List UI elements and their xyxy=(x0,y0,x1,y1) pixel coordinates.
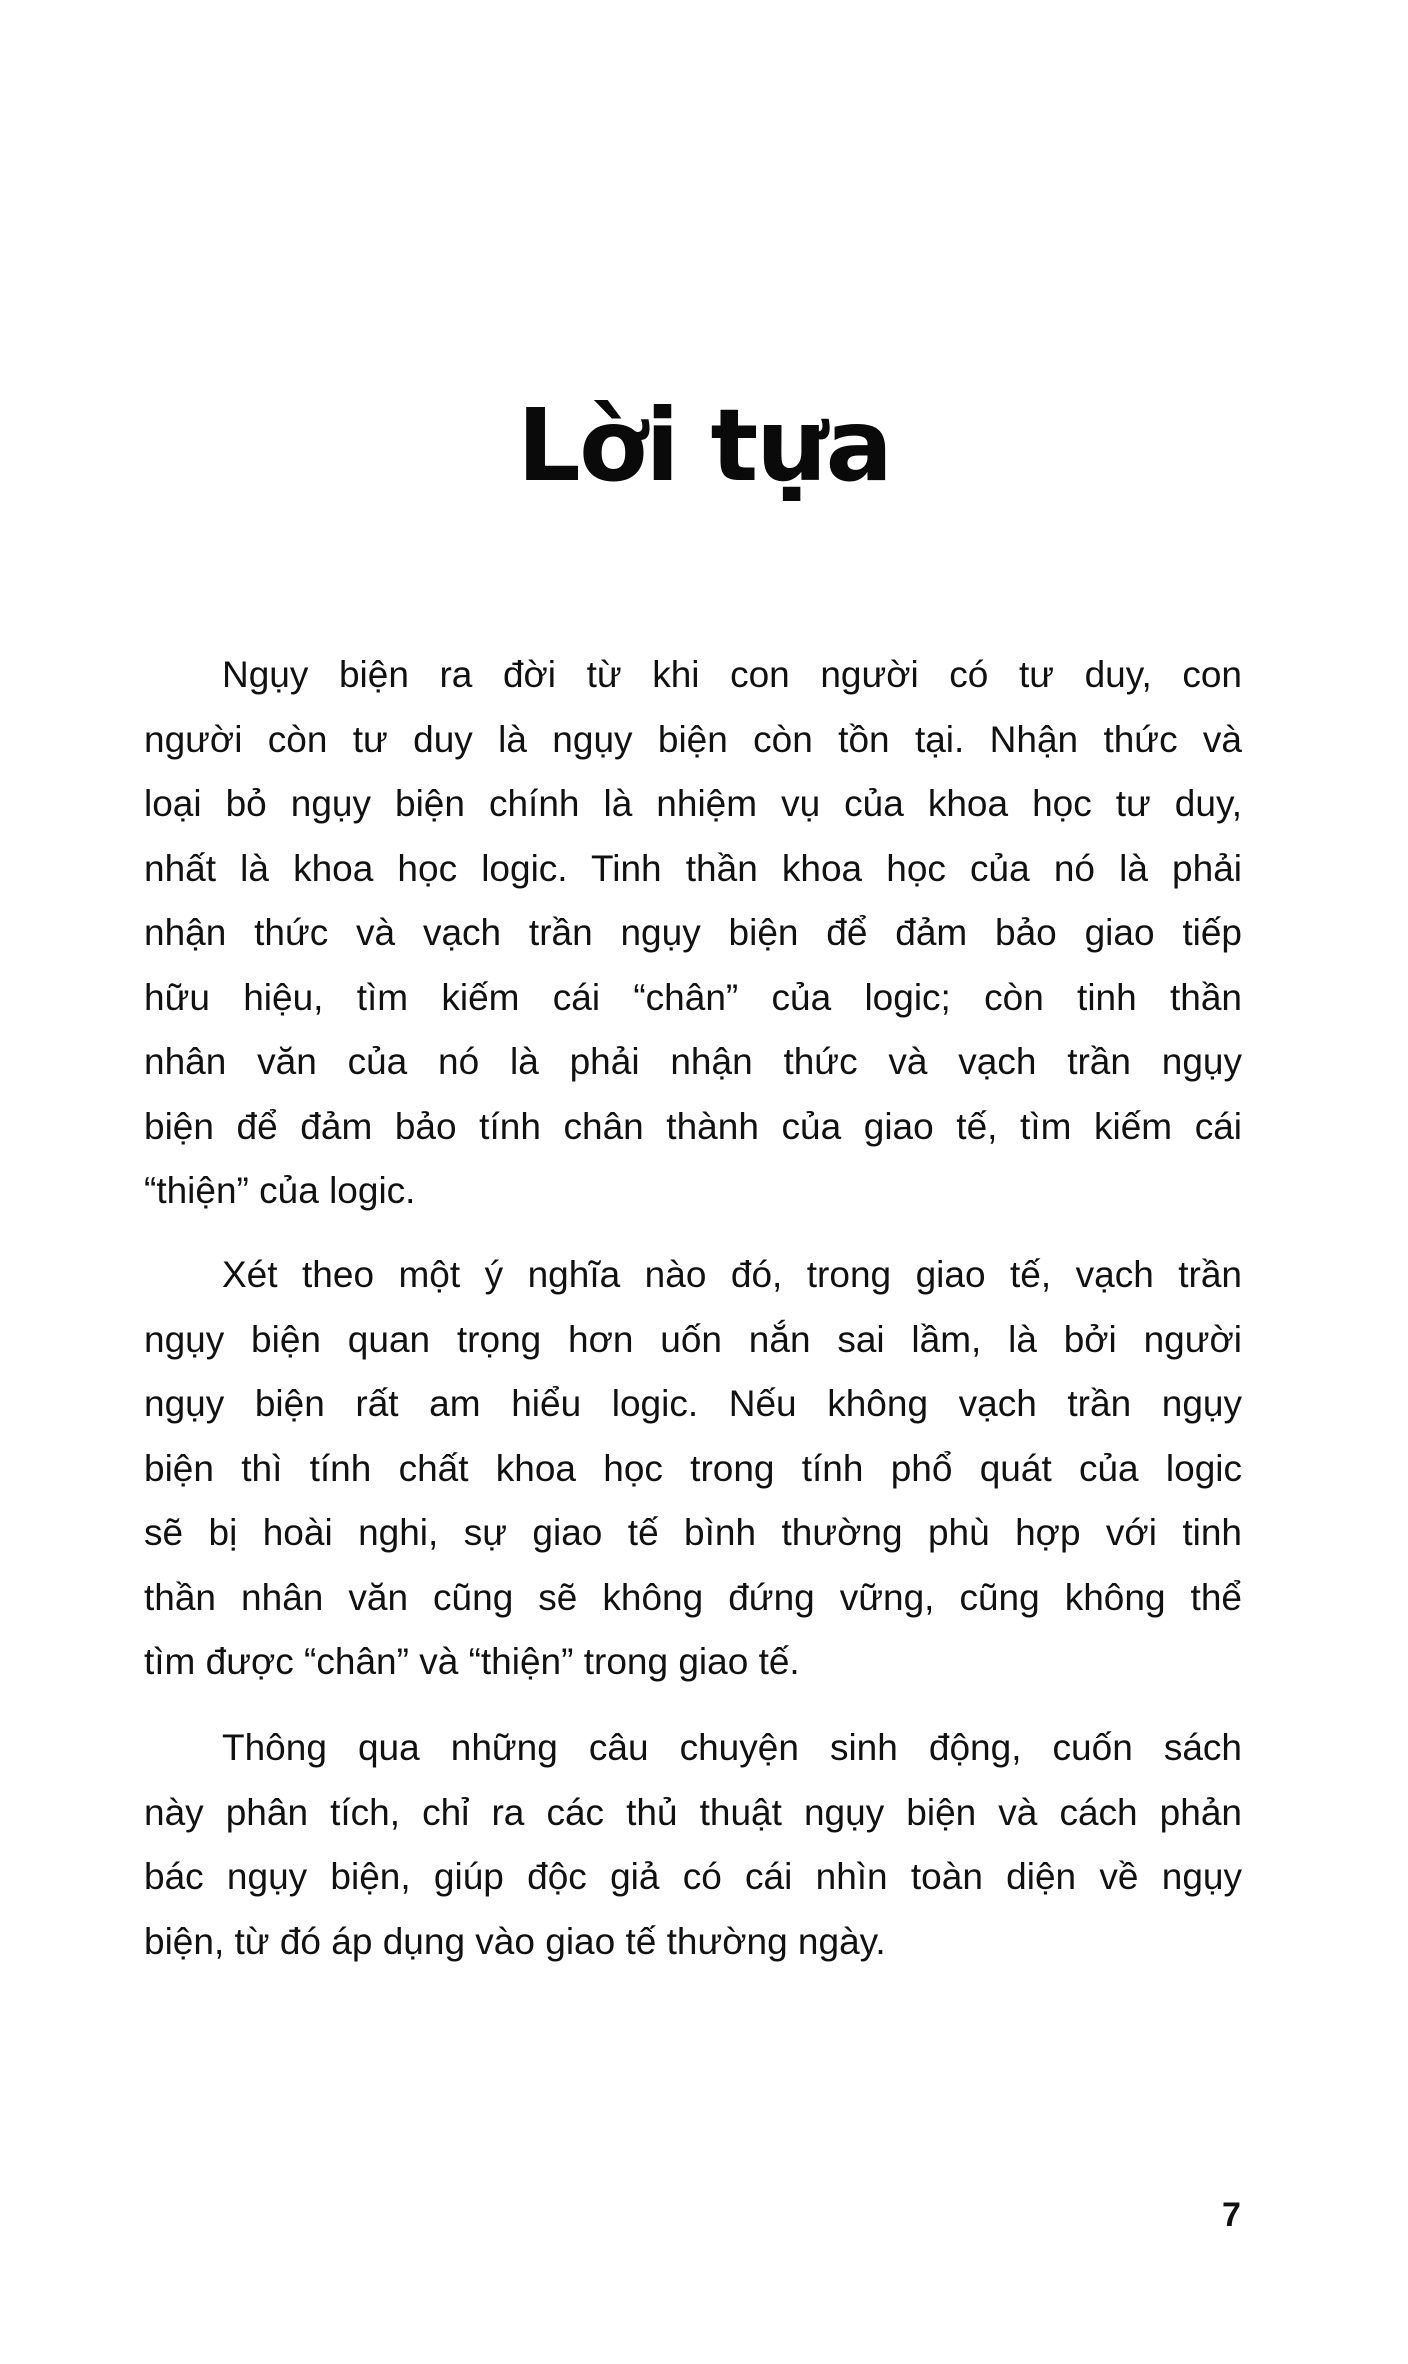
text-line: nhân văn của nó là phải nhận thức và vạch trần ngụy xyxy=(144,1041,1242,1082)
text-line: Ngụy biện ra đời từ khi con người có tư duy, con xyxy=(222,654,1242,695)
text-line: nhận thức và vạch trần ngụy biện để đảm bảo giao tiếp xyxy=(144,912,1242,953)
paragraph-2 xyxy=(144,1243,1242,1695)
text-line: thần nhân văn cũng sẽ không đứng vững, cũng không thể xyxy=(144,1576,1242,1618)
text-line: bác ngụy biện, giúp độc giả có cái nhìn toàn diện về ngụy xyxy=(144,1856,1242,1897)
paragraph-3 xyxy=(144,1716,1242,1974)
text-line: loại bỏ ngụy biện chính là nhiệm vụ của khoa học tư duy, xyxy=(144,783,1242,824)
text-line: Thông qua những câu chuyện sinh động, cuốn sách xyxy=(222,1727,1242,1768)
text-line: người còn tư duy là ngụy biện còn tồn tại. Nhận thức và xyxy=(144,718,1242,760)
text-line: biện thì tính chất khoa học trong tính phổ quát của logic xyxy=(144,1447,1242,1489)
page-title: Lời tựa xyxy=(517,387,891,504)
page-number: 7 xyxy=(1222,2196,1241,2234)
text-line: “thiện” của logic. xyxy=(144,1170,416,1211)
text-line: ngụy biện rất am hiểu logic. Nếu không vạch trần ngụy xyxy=(144,1383,1242,1424)
text-line: tìm được “chân” và “thiện” trong giao tế. xyxy=(144,1641,800,1682)
text-line: Xét theo một ý nghĩa nào đó, trong giao tế, vạch trần xyxy=(222,1254,1242,1295)
paragraph-1 xyxy=(144,643,1242,1224)
text-line: này phân tích, chỉ ra các thủ thuật ngụy biện và cách phản xyxy=(144,1791,1242,1833)
text-line: nhất là khoa học logic. Tinh thần khoa học của nó là phải xyxy=(144,847,1242,889)
text-line: biện, từ đó áp dụng vào giao tế thường ngày. xyxy=(144,1920,886,1962)
text-line: sẽ bị hoài nghi, sự giao tế bình thường phù hợp với tinh xyxy=(144,1512,1242,1553)
text-line: biện để đảm bảo tính chân thành của giao tế, tìm kiếm cái xyxy=(144,1105,1242,1147)
text-line: ngụy biện quan trọng hơn uốn nắn sai lầm, là bởi người xyxy=(144,1318,1242,1360)
text-line: hữu hiệu, tìm kiếm cái “chân” của logic; còn tinh thần xyxy=(144,976,1242,1018)
